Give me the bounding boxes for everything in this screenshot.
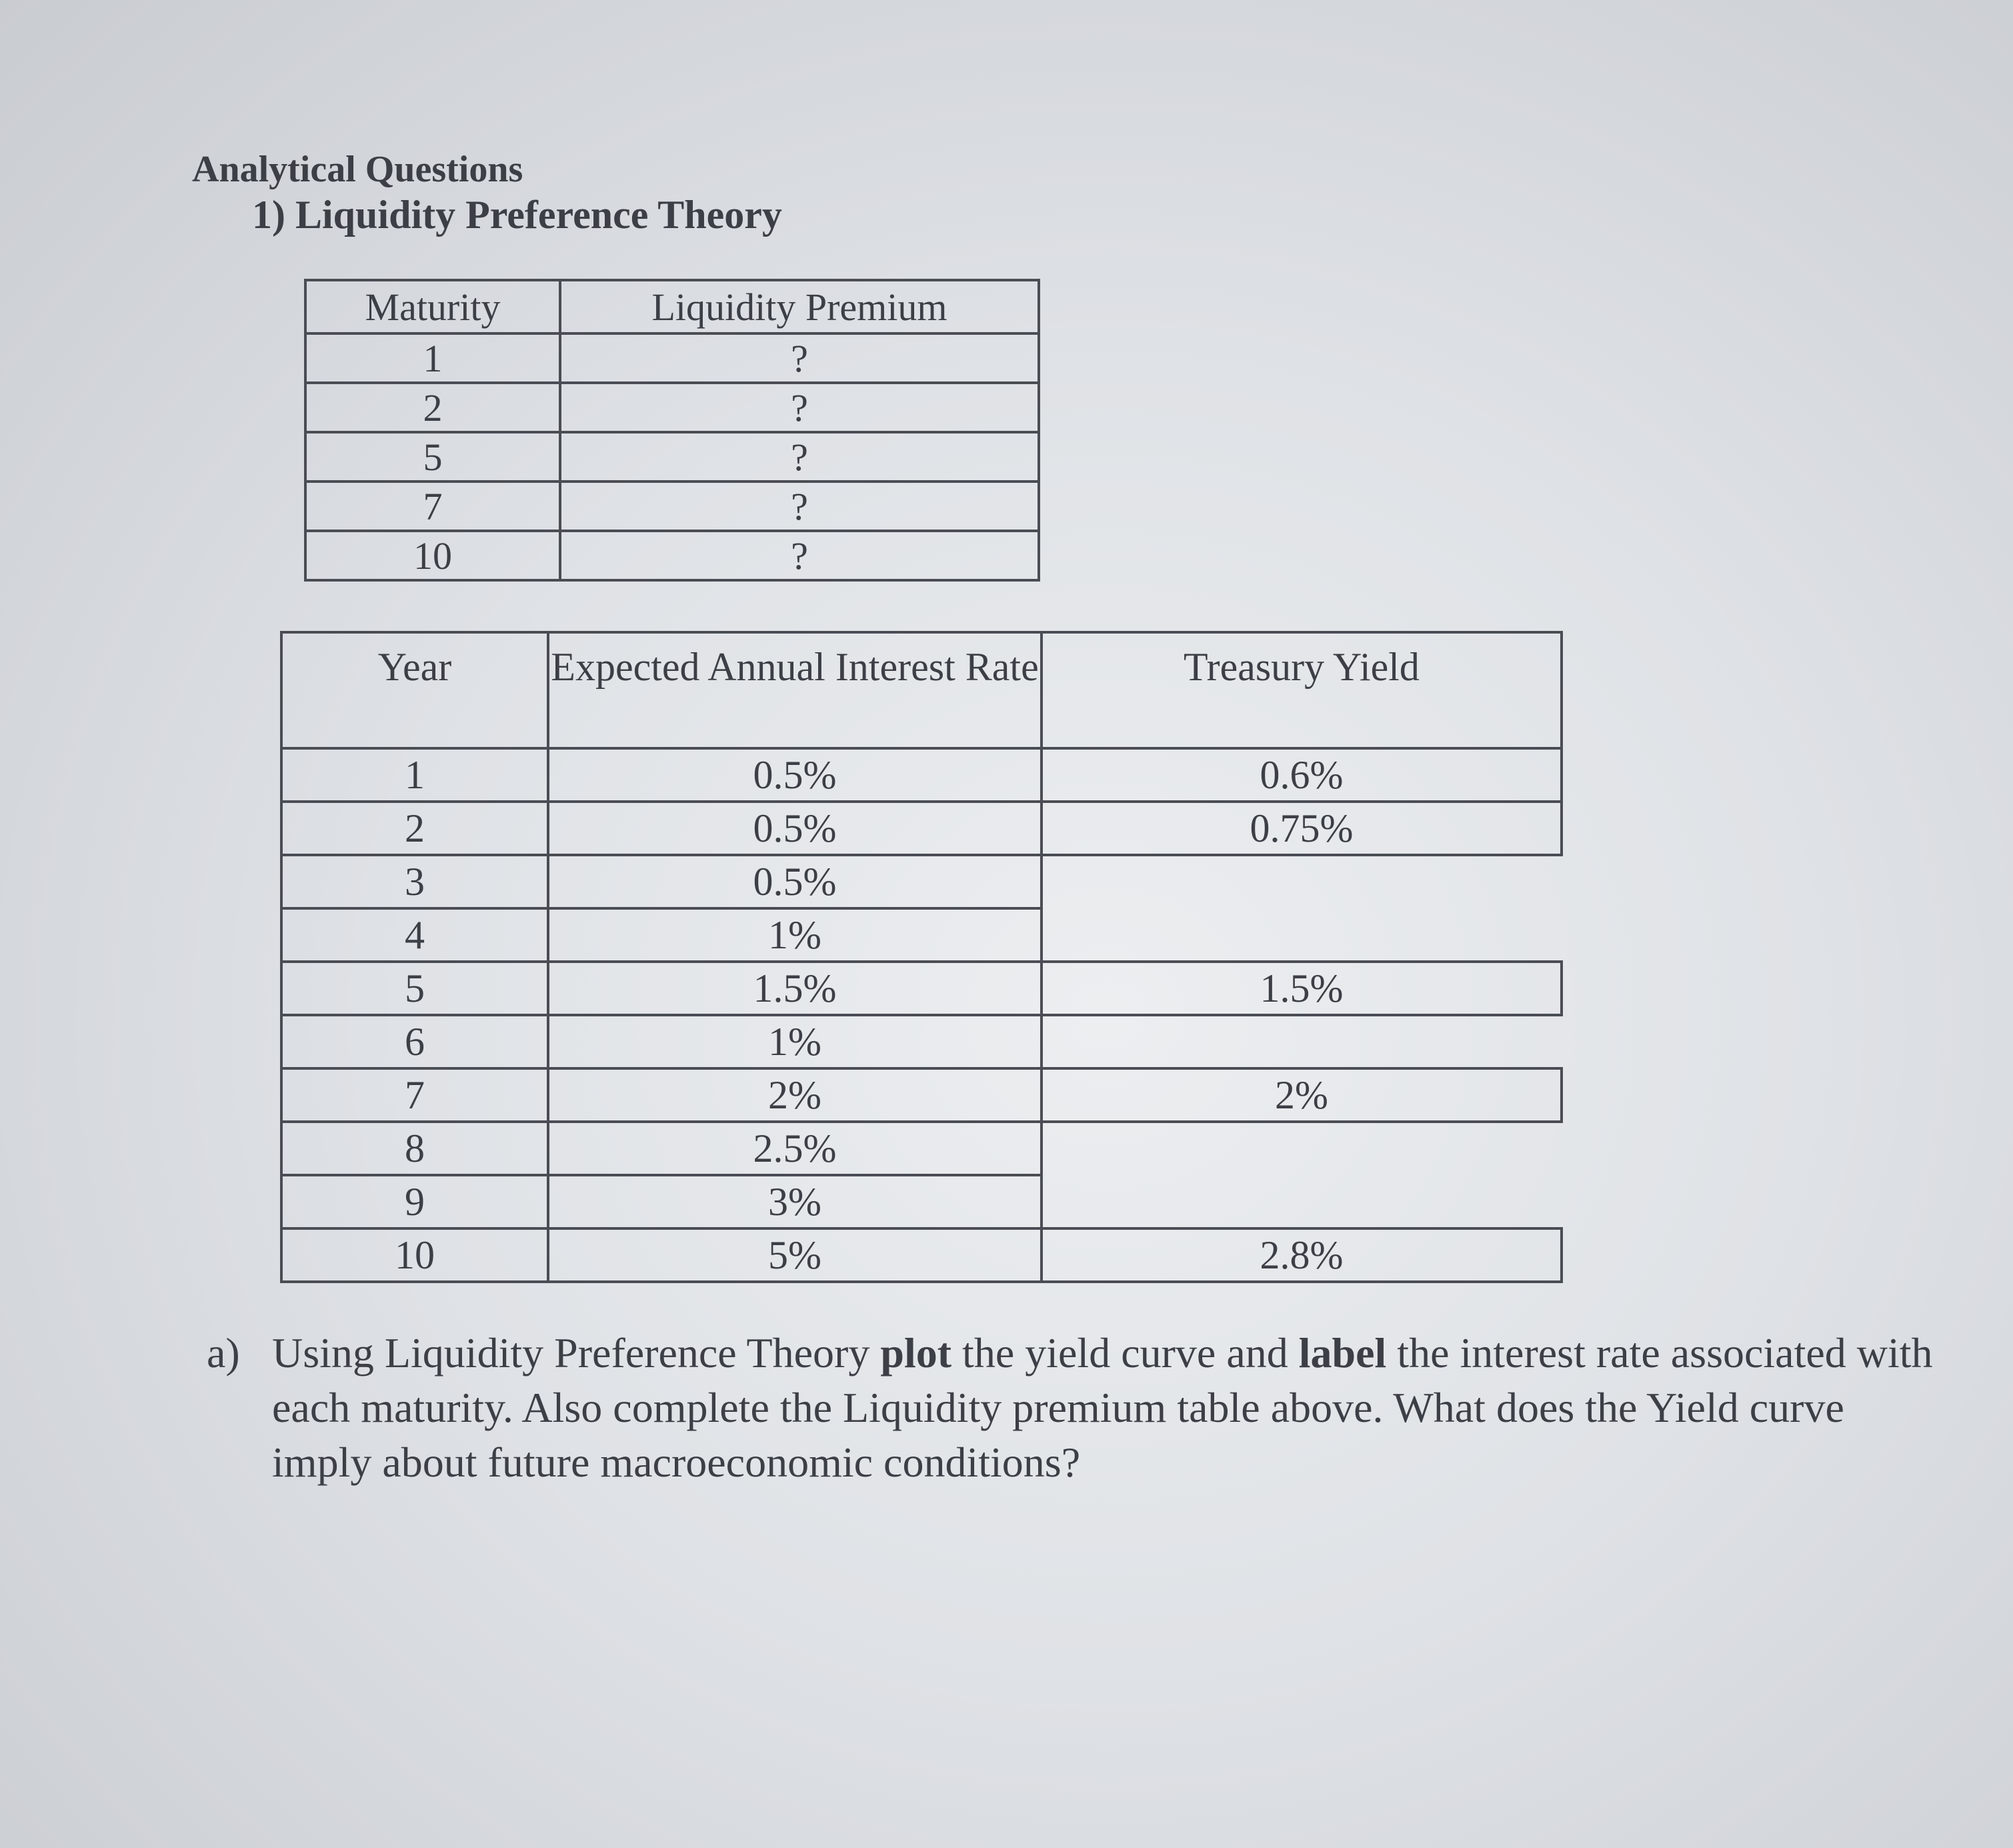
- table-header-row: [281, 632, 1562, 748]
- year-cell: 10: [281, 1228, 548, 1282]
- table-row: [281, 1015, 1562, 1068]
- table-row: [305, 383, 1039, 432]
- question-bold-plot: plot: [880, 1329, 952, 1376]
- expected-rate-cell: 0.5%: [548, 855, 1042, 908]
- treasury-yield-cell: [1042, 908, 1562, 962]
- maturity-cell: 1: [305, 333, 560, 383]
- table-row: [305, 333, 1039, 383]
- treasury-yield-cell: 0.6%: [1042, 748, 1562, 802]
- expected-rate-cell: 1%: [548, 908, 1042, 962]
- table-row: [281, 1175, 1562, 1228]
- section-heading: Analytical Questions: [192, 149, 523, 190]
- year-cell: 7: [281, 1068, 548, 1122]
- question-title: 1) Liquidity Preference Theory: [252, 193, 782, 237]
- year-cell: 4: [281, 908, 548, 962]
- question-text-part: the yield curve and: [951, 1329, 1299, 1376]
- year-cell: 2: [281, 802, 548, 855]
- treasury-yield-cell: 1.5%: [1042, 962, 1562, 1015]
- treasury-yield-cell: 0.75%: [1042, 802, 1562, 855]
- table-row: [281, 1122, 1562, 1175]
- premium-cell: ?: [560, 531, 1039, 580]
- table-row: [305, 482, 1039, 531]
- maturity-cell: 7: [305, 482, 560, 531]
- header-expected-rate: Expected Annual Interest Rate: [548, 632, 1042, 748]
- expected-rate-cell: 2%: [548, 1068, 1042, 1122]
- year-cell: 8: [281, 1122, 548, 1175]
- expected-rate-cell: 1%: [548, 1015, 1042, 1068]
- year-cell: 5: [281, 962, 548, 1015]
- interest-rate-table: [280, 631, 1563, 1283]
- question-text-part: Using Liquidity Preference Theory: [272, 1329, 881, 1376]
- maturity-cell: 5: [305, 432, 560, 482]
- expected-rate-cell: 5%: [548, 1228, 1042, 1282]
- question-a: [207, 1326, 1954, 1490]
- year-cell: 6: [281, 1015, 548, 1068]
- maturity-cell: 10: [305, 531, 560, 580]
- header-maturity: Maturity: [305, 280, 560, 333]
- question-bold-label: label: [1298, 1329, 1387, 1376]
- premium-cell: ?: [560, 482, 1039, 531]
- table-row: [281, 855, 1562, 908]
- treasury-yield-cell: 2%: [1042, 1068, 1562, 1122]
- header-liquidity-premium: Liquidity Premium: [560, 280, 1039, 333]
- table-row: [305, 432, 1039, 482]
- treasury-yield-cell: [1042, 855, 1562, 908]
- treasury-yield-cell: [1042, 1015, 1562, 1068]
- question-text-part: the interest rate associated with each maturity. Also complete the Liquidity premium table above. What does the Yield curve imply about future macroeconomic conditions?: [272, 1329, 1933, 1486]
- liquidity-premium-table: [304, 279, 1040, 582]
- expected-rate-cell: 0.5%: [548, 748, 1042, 802]
- treasury-yield-cell: [1042, 1122, 1562, 1175]
- year-cell: 1: [281, 748, 548, 802]
- table-row: [281, 802, 1562, 855]
- expected-rate-cell: 0.5%: [548, 802, 1042, 855]
- expected-rate-cell: 2.5%: [548, 1122, 1042, 1175]
- table-row: [281, 1228, 1562, 1282]
- question-label: a): [207, 1329, 240, 1376]
- table-header-row: [305, 280, 1039, 333]
- question-text: [272, 1326, 1954, 1490]
- expected-rate-cell: 1.5%: [548, 962, 1042, 1015]
- premium-cell: ?: [560, 432, 1039, 482]
- premium-cell: ?: [560, 333, 1039, 383]
- maturity-cell: 2: [305, 383, 560, 432]
- header-treasury-yield: Treasury Yield: [1042, 632, 1562, 748]
- premium-cell: ?: [560, 383, 1039, 432]
- treasury-yield-cell: 2.8%: [1042, 1228, 1562, 1282]
- year-cell: 3: [281, 855, 548, 908]
- table-row: [281, 748, 1562, 802]
- table-row: [281, 962, 1562, 1015]
- expected-rate-cell: 3%: [548, 1175, 1042, 1228]
- header-year: Year: [281, 632, 548, 748]
- table-row: [305, 531, 1039, 580]
- treasury-yield-cell: [1042, 1175, 1562, 1228]
- table-row: [281, 1068, 1562, 1122]
- table-row: [281, 908, 1562, 962]
- year-cell: 9: [281, 1175, 548, 1228]
